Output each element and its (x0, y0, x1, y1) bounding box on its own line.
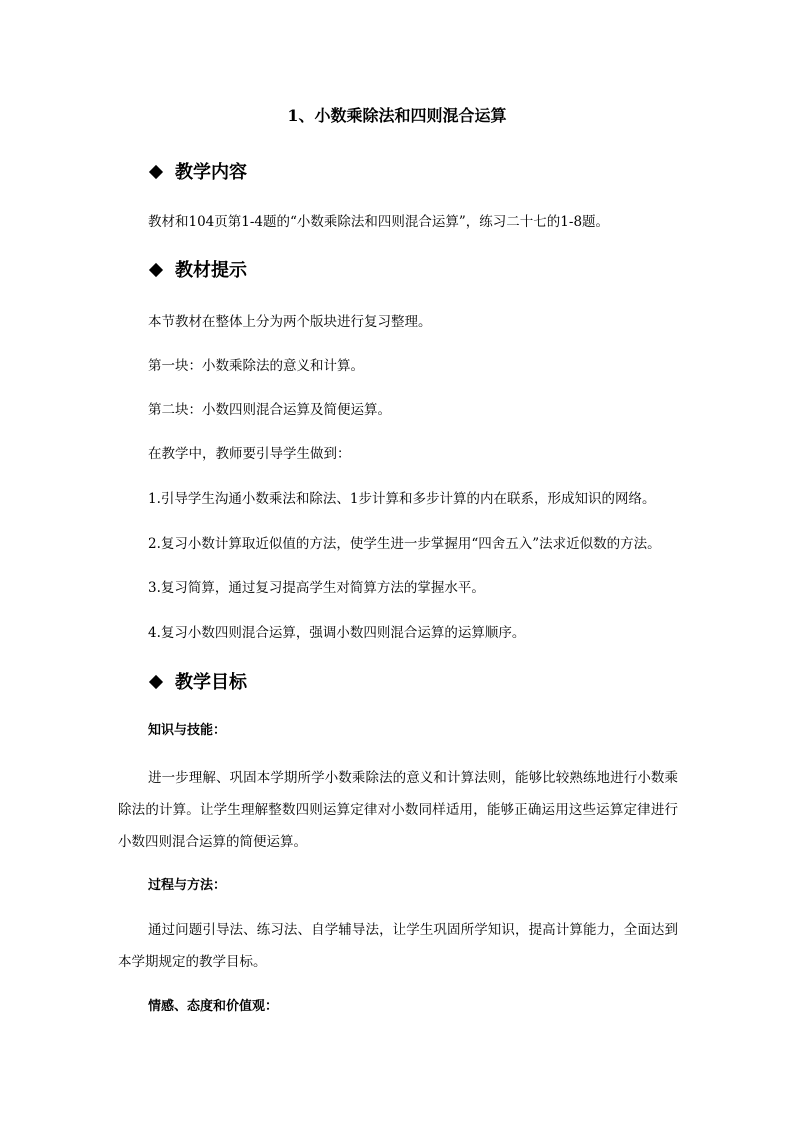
paragraph: 教材和104页第1-4题的“小数乘除法和四则混合运算”，练习二十七的1-8题。 (148, 214, 610, 230)
paragraph: 本节教材在整体上分为两个版块进行复习整理。 (148, 314, 432, 330)
section-heading-teaching-content (148, 161, 247, 185)
paragraph: 第二块：小数四则混合运算及简便运算。 (148, 402, 391, 418)
subsection-label-knowledge-skills: 知识与技能： (148, 723, 227, 738)
subsection-label-process-methods: 过程与方法： (148, 878, 227, 893)
list-item: 2.复习小数计算取近似值的方法，使学生进一步掌握用“四舍五入”法求近似数的方法。 (148, 536, 661, 552)
paragraph: 在教学中，教师要引导学生做到： (148, 446, 351, 462)
document-title: 1、小数乘除法和四则混合运算 (287, 106, 507, 125)
diamond-bullet-icon (149, 165, 163, 179)
list-item: 4.复习小数四则混合运算，强调小数四则混合运算的运算顺序。 (148, 625, 526, 641)
subsection-text-knowledge-skills: 进一步理解、巩固本学期所学小数乘除法的意义和计算法则，能够比较熟练地进行小数乘除法的计算。让学生理解整数四则运算定律对小数同样适用，能够正确运用这些运算定律进行小数四则混合运算的简便运算。 (118, 770, 678, 850)
section-heading-teaching-goals (148, 671, 247, 695)
list-item: 1.引导学生沟通小数乘法和除法、1步计算和多步计算的内在联系，形成知识的网络。 (148, 491, 656, 507)
section-heading-text: 教学内容 (175, 162, 247, 183)
diamond-bullet-icon (149, 675, 163, 689)
subsection-text-process-methods: 通过问题引导法、练习法、自学辅导法，让学生巩固所学知识，提高计算能力，全面达到本学期规定的教学目标。 (118, 922, 678, 970)
paragraph: 第一块：小数乘除法的意义和计算。 (148, 358, 364, 374)
diamond-bullet-icon (149, 263, 163, 277)
list-item: 3.复习简算，通过复习提高学生对简算方法的掌握水平。 (148, 580, 485, 596)
section-heading-text: 教材提示 (175, 260, 247, 281)
section-heading-textbook-tips (148, 259, 247, 283)
subsection-label-emotion-values: 情感、态度和价值观： (148, 999, 279, 1014)
section-heading-text: 教学目标 (175, 672, 247, 693)
